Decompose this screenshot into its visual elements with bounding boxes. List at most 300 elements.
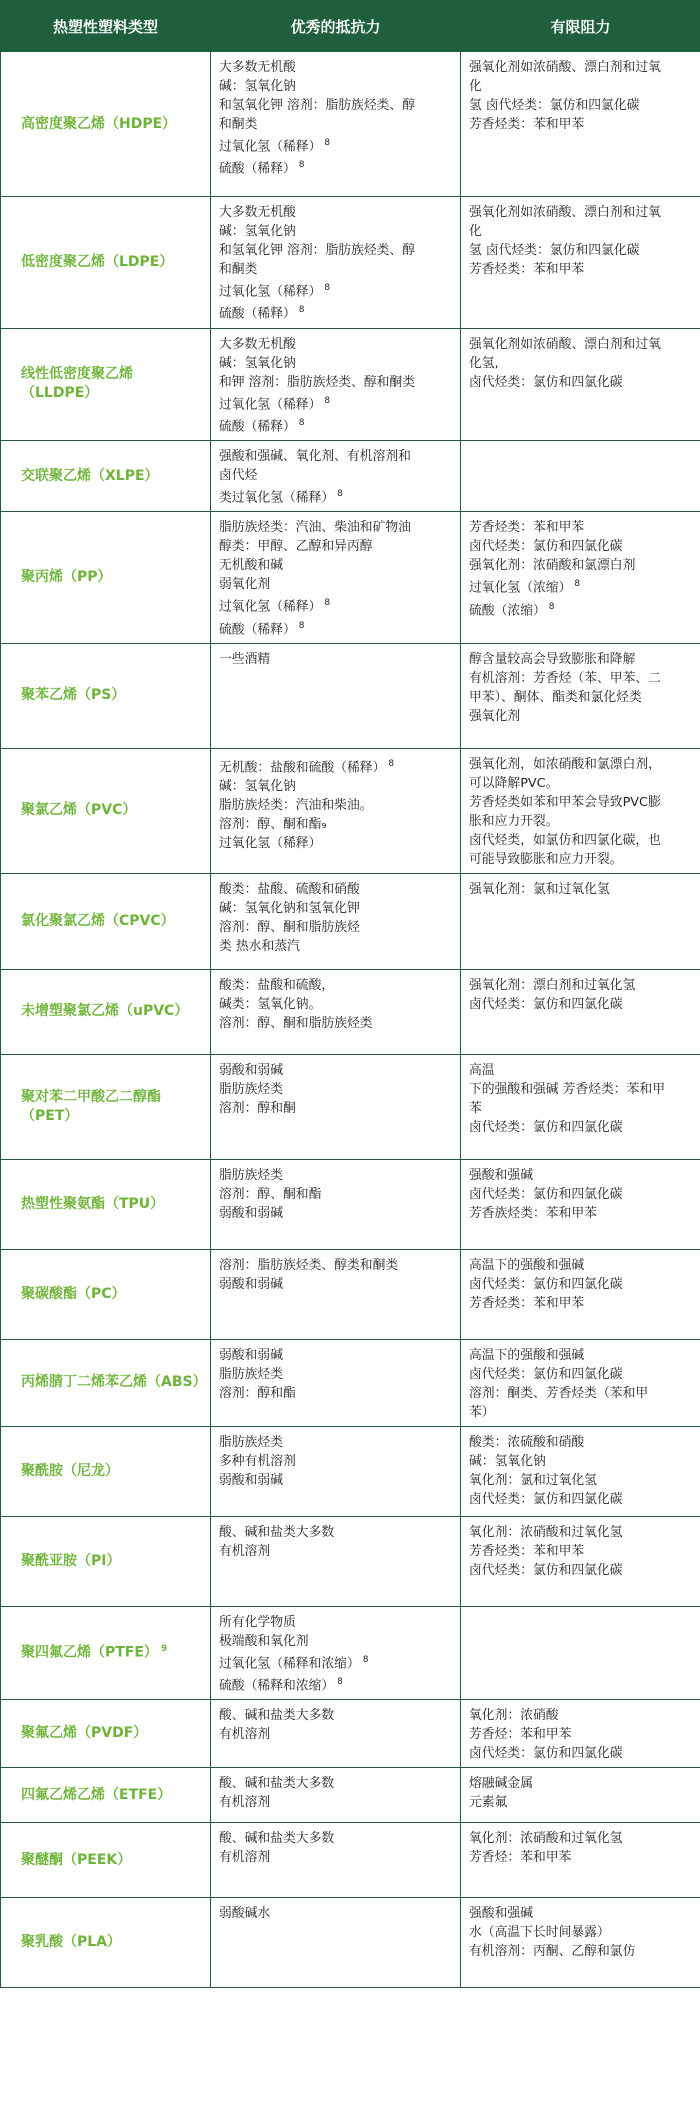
limited-resistance-line [469, 755, 692, 774]
excellent-resistance-cell [211, 1339, 461, 1426]
limited-resistance-line [469, 203, 692, 222]
excellent-resistance-line [219, 77, 452, 96]
limited-resistance-cell [461, 1768, 700, 1823]
line-text: 水（高温下长时间暴露） [469, 1925, 610, 1941]
limited-resistance-line [469, 1942, 692, 1961]
limited-resistance-line [469, 1848, 692, 1867]
excellent-resistance-line [219, 880, 452, 899]
line-text: 碱：氢氧化钠 [469, 1453, 546, 1469]
limited-resistance-cell [461, 873, 700, 969]
plastic-type [1, 512, 211, 644]
line-text: 弱酸碱水 [219, 1906, 271, 1922]
limited-resistance-line [469, 1490, 692, 1509]
line-text: 醇类：甲醇、乙醇和异丙醇 [219, 539, 373, 555]
table-body [1, 52, 700, 1988]
line-text: 硫酸（稀释） [219, 306, 296, 322]
line-text: 类过氧化氢（稀释） [219, 490, 335, 506]
limited-resistance-line [469, 831, 692, 850]
line-text: 过氧化氢（浓缩） [469, 580, 572, 596]
limited-resistance-line [469, 1275, 692, 1294]
excellent-resistance-line [219, 134, 452, 156]
excellent-resistance-line [219, 594, 452, 616]
limited-resistance-line [469, 1433, 692, 1452]
line-text: 有机溶剂：丙酮、乙醇和氯仿 [469, 1944, 636, 1960]
line-text: 酸、碱和盐类大多数 [219, 1776, 335, 1792]
line-text: 卤代烃类：氯仿和四氯化碳 [469, 1276, 623, 1292]
limited-resistance-line [469, 1774, 692, 1793]
limited-resistance-line [469, 1904, 692, 1923]
line-text: 芳香烃类：苯和甲苯 [469, 262, 585, 277]
line-text: 卤代烃类：氯仿和四氯化碳 [469, 1562, 623, 1578]
footnote-ref: 8 [337, 1677, 343, 1688]
limited-resistance-line [469, 812, 692, 831]
line-text: 溶剂：醇、酮和酯 [219, 1186, 322, 1202]
limited-resistance-line [469, 1204, 692, 1223]
line-text: 强氧化剂：浓硝酸和氯漂白剂 [469, 558, 636, 574]
limited-resistance-line [469, 1403, 692, 1422]
excellent-resistance-line [219, 373, 452, 392]
plastic-type-name: 四氟乙烯乙烯（ETFE） [21, 1786, 172, 1803]
line-text: 弱氧化剂 [219, 577, 271, 593]
plastic-type [1, 1700, 211, 1768]
line-text: 脂肪族烃类 [219, 1081, 283, 1097]
excellent-resistance-line [219, 575, 452, 594]
excellent-resistance-line [219, 777, 452, 796]
table-row [1, 748, 700, 873]
plastic-type [1, 748, 211, 873]
excellent-resistance-line [219, 1904, 452, 1923]
line-text: 碱：氢氧化钠 [219, 79, 296, 94]
limited-resistance-line [469, 1744, 692, 1763]
line-text: 碱：氢氧化钠 [219, 224, 296, 239]
limited-resistance-line [469, 1706, 692, 1725]
plastic-type-name: 低密度聚乙烯（LDPE） [21, 253, 174, 270]
excellent-resistance-line [219, 1346, 452, 1365]
plastic-type-name: 聚丙烯（PP） [21, 569, 112, 586]
excellent-resistance-line [219, 617, 452, 639]
excellent-resistance-line [219, 976, 452, 995]
line-text: 碱：氢氧化钠和氢氧化钾 [219, 900, 360, 916]
table-row [1, 1700, 700, 1768]
excellent-resistance-cell [211, 197, 461, 329]
table-row [1, 1898, 700, 1988]
line-text: 芳香烃类：苯和甲苯 [469, 1543, 585, 1559]
excellent-resistance-line [219, 1774, 452, 1793]
line-text: 醇含量较高会导致膨胀和降解 [469, 651, 636, 667]
line-text: 氧化剂：浓硝酸 [469, 1708, 559, 1724]
excellent-resistance-line [219, 354, 452, 373]
footnote-ref: 8 [298, 305, 305, 316]
line-text: 脂肪族烃类 [219, 1167, 283, 1183]
line-text: 溶剂：醇和酮 [219, 1100, 296, 1116]
excellent-resistance-line [219, 241, 452, 260]
line-text: 弱酸和弱碱 [219, 1276, 283, 1292]
table-row [1, 1159, 700, 1249]
limited-resistance-cell [461, 748, 700, 873]
excellent-resistance-line [219, 1632, 452, 1651]
line-text: 类 热水和蒸汽 [219, 938, 300, 954]
line-text: 过氧化氢（稀释） [219, 284, 322, 300]
table-row [1, 328, 700, 441]
line-text: 脂肪族烃类：汽油、柴油和矿物油 [219, 520, 411, 536]
plastic-type [1, 1898, 211, 1988]
line-text: 有机溶剂 [219, 1850, 271, 1866]
plastic-type-name: 聚醚酮（PEEK） [21, 1851, 132, 1868]
plastic-type-name: 未增塑聚氯乙烯（uPVC） [21, 1003, 189, 1020]
excellent-resistance-line [219, 834, 452, 853]
limited-resistance-line [469, 995, 692, 1014]
limited-resistance-cell [461, 1700, 700, 1768]
line-text: 下的强酸和强碱 芳香烃类：苯和甲 [469, 1081, 666, 1097]
excellent-resistance-line [219, 279, 452, 301]
footnote-ref: 8 [324, 395, 331, 406]
plastic-type-name: 丙烯腈丁二烯苯乙烯（ABS） [21, 1374, 207, 1391]
plastic-type [1, 52, 211, 197]
limited-resistance-line [469, 1099, 692, 1118]
excellent-resistance-line [219, 1384, 452, 1403]
limited-resistance-cell [461, 512, 700, 644]
line-text: 脂肪族烃类：汽油和柴油。 [219, 798, 373, 814]
excellent-resistance-cell [211, 969, 461, 1054]
excellent-resistance-cell [211, 1159, 461, 1249]
line-text: 强氧化剂，如浓硝酸和氯漂白剂， [469, 756, 661, 772]
line-text: 胀和应力开裂。 [469, 813, 559, 829]
limited-resistance-cell [461, 1898, 700, 1988]
limited-resistance-line [469, 1725, 692, 1744]
line-text: 大多数无机酸 [219, 336, 296, 352]
excellent-resistance-line [219, 1080, 452, 1099]
limited-resistance-cell [461, 969, 700, 1054]
line-text: 苯 [469, 1100, 482, 1116]
limited-resistance-line [469, 1061, 692, 1080]
excellent-resistance-line [219, 537, 452, 556]
excellent-resistance-line [219, 1523, 452, 1542]
excellent-resistance-line [219, 796, 452, 815]
excellent-resistance-line [219, 156, 452, 178]
limited-resistance-line [469, 793, 692, 812]
line-text: 溶剂：醇、酮和脂肪族烃类 [219, 1015, 373, 1031]
excellent-resistance-line [219, 1061, 452, 1080]
line-text: 溶剂：酮类、芳香烃类（苯和甲 [469, 1385, 649, 1401]
line-text: 熔融碱金属 [469, 1776, 533, 1792]
limited-resistance-line [469, 1561, 692, 1580]
plastic-type [1, 328, 211, 441]
limited-resistance-line [469, 58, 692, 77]
line-text: 多种有机溶剂 [219, 1453, 296, 1469]
excellent-resistance-line [219, 1275, 452, 1294]
limited-resistance-cell [461, 1054, 700, 1159]
line-text: 和氢氧化钾 溶剂：脂肪族烃类、醇 [219, 98, 416, 113]
line-text: 溶剂：醇、酮和脂肪族烃 [219, 919, 360, 935]
line-text: 脂肪族烃类 [219, 1434, 283, 1450]
excellent-resistance-cell [211, 748, 461, 873]
limited-resistance-line [469, 1542, 692, 1561]
excellent-resistance-cell [211, 643, 461, 748]
limited-resistance-line [469, 222, 692, 241]
line-text: 溶剂：醇、酮和酯₉ [219, 817, 327, 833]
line-text: 碱类：氢氧化钠。 [219, 996, 322, 1012]
line-text: 卤代烃类，如氯仿和四氯化碳，也 [469, 832, 661, 848]
line-text: 和酮类 [219, 262, 258, 277]
line-text: 强氧化剂如浓硝酸、漂白剂和过氧 [469, 205, 661, 220]
excellent-resistance-cell [211, 1823, 461, 1898]
footnote-ref: 8 [574, 579, 581, 590]
limited-resistance-line [469, 976, 692, 995]
excellent-resistance-line [219, 1185, 452, 1204]
excellent-resistance-line [219, 1204, 452, 1223]
limited-resistance-line [469, 1384, 692, 1403]
table-row [1, 1606, 700, 1700]
limited-resistance-cell [461, 441, 700, 512]
limited-resistance-line [469, 1523, 692, 1542]
excellent-resistance-line [219, 995, 452, 1014]
plastic-type-name: 聚氯乙烯（PVC） [21, 802, 137, 819]
line-text: 过氧化氢（稀释） [219, 139, 322, 155]
line-text: 碱：氢氧化钠 [219, 779, 296, 795]
plastic-type-name: 聚对苯二甲酸乙二醇酯（PET） [21, 1088, 161, 1124]
line-text: 有机溶剂 [219, 1543, 271, 1559]
line-text: 卤代烃类：氯仿和四氯化碳 [469, 539, 623, 555]
excellent-resistance-line [219, 335, 452, 354]
excellent-resistance-line [219, 392, 452, 414]
line-text: 卤代烃类：氯仿和四氯化碳 [469, 996, 623, 1012]
limited-resistance-cell [461, 197, 700, 329]
excellent-resistance-line [219, 1452, 452, 1471]
limited-resistance-line [469, 669, 692, 688]
header-excellent: 优秀的抵抗力 [211, 1, 461, 52]
line-text: 强酸和强碱、氧化剂、有机溶剂和 [219, 449, 411, 465]
excellent-resistance-line [219, 1099, 452, 1118]
limited-resistance-line [469, 518, 692, 537]
excellent-resistance-line [219, 115, 452, 134]
line-text: 硫酸（浓缩） [469, 602, 546, 618]
excellent-resistance-cell [211, 1426, 461, 1516]
line-text: 有机溶剂 [219, 1795, 271, 1811]
excellent-resistance-cell [211, 1249, 461, 1339]
footnote-ref: 8 [362, 1654, 369, 1665]
line-text: 酸类：浓硫酸和硝酸 [469, 1434, 585, 1450]
excellent-resistance-line [219, 1256, 452, 1275]
table-row [1, 512, 700, 644]
limited-resistance-line [469, 1365, 692, 1384]
footnote-ref: 8 [298, 620, 305, 631]
excellent-resistance-cell [211, 873, 461, 969]
limited-resistance-line [469, 260, 692, 279]
line-text: 芳香烃类如苯和甲苯会导致PVC膨 [469, 794, 661, 810]
plastic-type [1, 197, 211, 329]
excellent-resistance-line [219, 899, 452, 918]
limited-resistance-line [469, 1166, 692, 1185]
line-text: 苯） [469, 1404, 495, 1420]
limited-resistance-line [469, 1294, 692, 1313]
line-text: 大多数无机酸 [219, 205, 296, 220]
plastic-type [1, 873, 211, 969]
limited-resistance-cell [461, 643, 700, 748]
excellent-resistance-line [219, 650, 452, 669]
table-row [1, 1249, 700, 1339]
excellent-resistance-line [219, 1706, 452, 1725]
excellent-resistance-cell [211, 1700, 461, 1768]
line-text: 高温 [469, 1062, 495, 1078]
footnote-ref: 8 [324, 598, 331, 609]
line-text: 甲苯）、酮体、酯类和氯化烃类 [469, 689, 642, 705]
plastic-type [1, 1516, 211, 1606]
limited-resistance-line [469, 650, 692, 669]
plastic-type [1, 1339, 211, 1426]
line-text: 卤代烃类：氯仿和四氯化碳 [469, 1746, 623, 1762]
limited-resistance-line [469, 1793, 692, 1812]
table-row [1, 1823, 700, 1898]
table-row [1, 1768, 700, 1823]
plastic-type [1, 1159, 211, 1249]
table-row [1, 1054, 700, 1159]
limited-resistance-cell [461, 1606, 700, 1700]
line-text: 和酮类 [219, 117, 258, 132]
line-text: 弱酸和弱碱 [219, 1472, 283, 1488]
limited-resistance-line [469, 1471, 692, 1490]
line-text: 卤代烃类：氯仿和四氯化碳 [469, 1366, 623, 1382]
line-text: 所有化学物质 [219, 1614, 296, 1630]
line-text: 弱酸和弱碱 [219, 1347, 283, 1363]
excellent-resistance-line [219, 518, 452, 537]
excellent-resistance-cell [211, 328, 461, 441]
limited-resistance-line [469, 1118, 692, 1137]
line-text: 芳香烃：苯和甲苯 [469, 1727, 572, 1743]
excellent-resistance-line [219, 447, 452, 466]
table-row [1, 197, 700, 329]
excellent-resistance-line [219, 1471, 452, 1490]
plastic-type-name: 氯化聚氯乙烯（CPVC） [21, 912, 175, 929]
footnote-ref: 8 [388, 758, 395, 769]
line-text: 弱酸和弱碱 [219, 1205, 283, 1221]
line-text: 化 [469, 79, 482, 94]
line-text: 和氢氧化钾 溶剂：脂肪族烃类、醇 [219, 243, 416, 258]
excellent-resistance-line [219, 58, 452, 77]
line-text: 酸类：盐酸、硫酸和硝酸 [219, 881, 360, 897]
excellent-resistance-line [219, 815, 452, 834]
line-text: 化氢, [469, 355, 499, 371]
excellent-resistance-cell [211, 441, 461, 512]
plastic-type-name: 聚酰亚胺（PI） [21, 1552, 121, 1569]
plastic-type [1, 1054, 211, 1159]
limited-resistance-line [469, 96, 692, 115]
line-text: 酸、碱和盐类大多数 [219, 1831, 335, 1847]
excellent-resistance-line [219, 414, 452, 436]
line-text: 强酸和强碱 [469, 1906, 533, 1922]
line-text: 化 [469, 224, 482, 239]
line-text: 强氧化剂如浓硝酸、漂白剂和过氧 [469, 336, 661, 352]
excellent-resistance-cell [211, 1516, 461, 1606]
limited-resistance-cell [461, 1823, 700, 1898]
excellent-resistance-cell [211, 1898, 461, 1988]
line-text: 卤代烃 [219, 468, 258, 484]
limited-resistance-line [469, 850, 692, 869]
line-text: 和钾 溶剂：脂肪族烃类、醇和酮类 [219, 374, 416, 390]
plastic-type [1, 643, 211, 748]
limited-resistance-line [469, 1923, 692, 1942]
line-text: 过氧化氢（稀释） [219, 836, 322, 852]
line-text: 一些酒精 [219, 651, 271, 667]
plastic-type [1, 1426, 211, 1516]
limited-resistance-cell [461, 1516, 700, 1606]
line-text: 有机溶剂 [219, 1727, 271, 1743]
line-text: 强氧化剂：漂白剂和过氧化氢 [469, 977, 636, 993]
table-row [1, 643, 700, 748]
limited-resistance-line [469, 688, 692, 707]
footnote-ref: 8 [337, 489, 343, 500]
line-text: 硫酸（稀释） [219, 161, 296, 177]
line-text: 卤代烃类：氯仿和四氯化碳 [469, 1491, 623, 1507]
plastic-type [1, 1823, 211, 1898]
limited-resistance-line [469, 707, 692, 726]
line-text: 元素氟 [469, 1795, 508, 1811]
footnote-ref: 8 [548, 601, 555, 612]
line-text: 卤代烃类：氯仿和四氯化碳 [469, 1119, 623, 1135]
limited-resistance-line [469, 77, 692, 96]
plastic-type-name: 高密度聚乙烯（HDPE） [21, 115, 177, 132]
line-text: 氢 卤代烃类：氯仿和四氯化碳 [469, 243, 640, 258]
line-text: 碱：氢氧化钠 [219, 355, 296, 371]
footnote-ref: 8 [324, 138, 331, 148]
line-text: 芳香族烃类：苯和甲苯 [469, 1205, 597, 1221]
line-text: 硫酸（稀释和浓缩） [219, 1678, 335, 1694]
excellent-resistance-cell [211, 52, 461, 197]
limited-resistance-cell [461, 1249, 700, 1339]
table-row [1, 1516, 700, 1606]
limited-resistance-line [469, 115, 692, 134]
table-row [1, 52, 700, 197]
excellent-resistance-line [219, 1793, 452, 1812]
line-text: 有机溶剂：芳香烃（苯、甲苯、二 [469, 670, 661, 686]
excellent-resistance-line [219, 1673, 452, 1695]
excellent-resistance-cell [211, 1768, 461, 1823]
plastic-type-name: 聚苯乙烯（PS） [21, 687, 126, 704]
excellent-resistance-line [219, 1542, 452, 1561]
footnote-ref: 8 [298, 417, 305, 428]
table-row [1, 969, 700, 1054]
footnote-ref: 8 [298, 160, 305, 171]
plastic-type-name: 热塑性聚氨酯（TPU） [21, 1195, 165, 1212]
line-text: 无机酸：盐酸和硫酸（稀释） [219, 760, 386, 776]
line-text: 高温下的强酸和强碱 [469, 1257, 585, 1273]
excellent-resistance-cell [211, 512, 461, 644]
limited-resistance-line [469, 556, 692, 575]
limited-resistance-line [469, 1256, 692, 1275]
line-text: 卤代烃类：氯仿和四氯化碳 [469, 1186, 623, 1202]
line-text: 卤代烃类：氯仿和四氯化碳 [469, 374, 623, 390]
line-text: 无机酸和碱 [219, 558, 283, 574]
limited-resistance-line [469, 774, 692, 793]
plastic-type [1, 441, 211, 512]
plastic-type-name: 线性低密度聚乙烯（LLDPE） [21, 366, 133, 402]
line-text: 可能导致膨胀和应力开裂。 [469, 851, 623, 867]
excellent-resistance-line [219, 222, 452, 241]
line-text: 极端酸和氧化剂 [219, 1633, 309, 1649]
limited-resistance-line [469, 598, 692, 620]
excellent-resistance-line [219, 1365, 452, 1384]
plastic-type-name: 交联聚乙烯（XLPE） [21, 467, 159, 484]
limited-resistance-cell [461, 1426, 700, 1516]
plastic-type-name: 聚乳酸（PLA） [21, 1934, 122, 1951]
excellent-resistance-line [219, 556, 452, 575]
excellent-resistance-line [219, 203, 452, 222]
plastic-type-name: 聚酰胺（尼龙） [21, 1462, 119, 1479]
plastic-type [1, 1606, 211, 1700]
excellent-resistance-line [219, 1433, 452, 1452]
plastic-type [1, 1249, 211, 1339]
table-row [1, 1339, 700, 1426]
line-text: 过氧化氢（稀释和浓缩） [219, 1656, 360, 1672]
